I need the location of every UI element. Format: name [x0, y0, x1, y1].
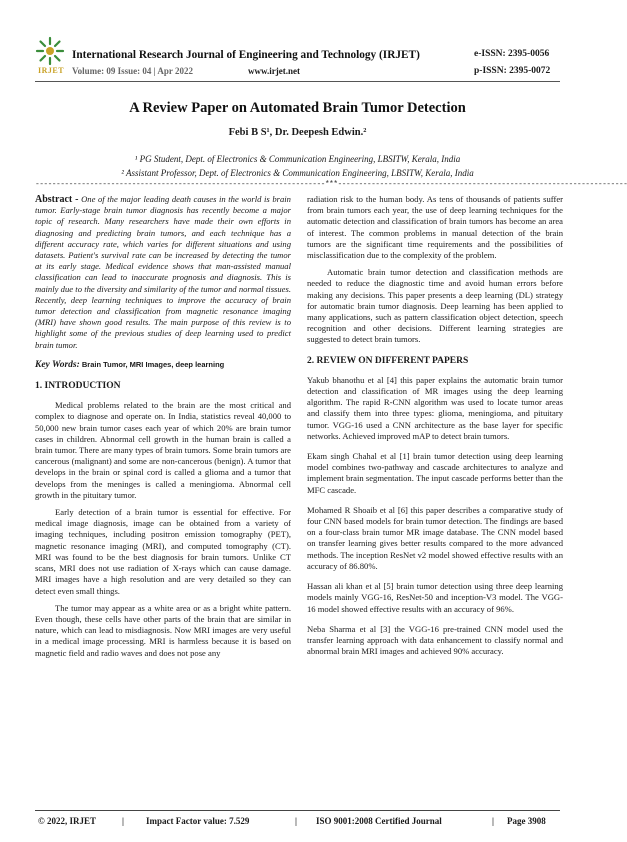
left-column — [35, 194, 291, 665]
keywords-text: Brain Tumor, MRI Images, deep learning — [79, 359, 225, 369]
author-list: Febi B S¹, Dr. Deepesh Edwin.² — [228, 127, 367, 138]
volume-issue: Volume: 09 Issue: 04 | Apr 2022 — [72, 66, 193, 76]
affiliation-2: ² Assistant Professor, Dept. of Electronics & Communication Engineering, LBSITW, Kerala, India — [121, 168, 474, 178]
section-separator: ---------------------------------------------------------------------***--------------------------------------------------------------------- — [35, 180, 627, 189]
review-paragraph: Yakub bhanothu et al [4] this paper explains the automatic brain tumor detection and classification of MR images using the deep learning algorithm. The rapid R-CNN algorithm was used to locate tumor areas and classify them into three types: glioma, meningioma, and pituitary tumor. VGG-16 used a CNN architecture as the base layer for specific networks. Achieved improved mAP to detect brain tumors. — [307, 374, 563, 441]
intro-paragraph: radiation risk to the human body. As tens of thousands of patients suffer from brain tumors each year, the use of deep learning techniques for the automatic detection and classification of brain tumors has become an area of interest. The common problems in manual detection of the brain tumors are the significant time requirements and the possibilities of misclassification due to the complexity of the problem. — [307, 194, 563, 261]
review-paragraph: Ekam singh Chahal et al [1] brain tumor detection using deep learning model combines two-pathway and cascade architectures to analyze and implement brain segmentation. The input cascade performs better than the MFC cascade. — [307, 451, 563, 495]
logo-wordmark: IRJET — [38, 66, 65, 75]
footer-page-number: Page 3908 — [507, 816, 546, 826]
section-heading-review: 2. REVIEW ON DIFFERENT PAPERS — [307, 355, 469, 366]
footer-iso: ISO 9001:2008 Certified Journal — [316, 816, 442, 826]
footer-impact-factor: Impact Factor value: 7.529 — [146, 816, 250, 826]
e-issn: e-ISSN: 2395-0056 — [474, 49, 550, 59]
header-divider — [35, 81, 560, 82]
footer-divider — [35, 810, 560, 811]
p-issn: p-ISSN: 2395-0072 — [474, 66, 551, 76]
review-paragraph: Mohamed R Shoaib et al [6] this paper describes a comparative study of four CNN based models for brain tumor detection. The findings are based on a four-class brain tumor MR image database. The CNN model based on transfer learning gives better results compared to the more advanced methods. The inception ResNet v2 model showed effective results with an accuracy of 86.80%. — [307, 504, 563, 571]
section-heading-introduction: 1. INTRODUCTION — [35, 381, 121, 392]
footer-copyright: © 2022, IRJET — [38, 816, 96, 826]
review-paragraph: Hassan ali khan et al [5] brain tumor detection using three deep learning models mainly VGG-16, ResNet-50 and inception-V3 model. The VGG-16 model showed effective results with an accuracy of 96%. — [307, 581, 563, 614]
abstract-label: Abstract - — [35, 194, 79, 205]
journal-website-link[interactable]: www.irjet.net — [248, 66, 300, 76]
affiliation-1: ¹ PG Student, Dept. of Electronics & Communication Engineering, LBSITW, Kerala, India — [134, 154, 461, 164]
keywords-label: Key Words: — [35, 359, 80, 370]
footer-separator: | — [122, 816, 124, 826]
footer-separator: | — [295, 816, 297, 826]
keywords — [35, 359, 291, 371]
footer-separator: | — [492, 816, 494, 826]
journal-title: International Research Journal of Engineering and Technology (IRJET) — [72, 49, 420, 61]
abstract-text: One of the major leading death causes in the world is brain tumor. Early-stage brain tumor diagnosis has recently become a major topic of research. Many researchers have made their own efforts in diagnosing and predicting brain tumors, and each technique has a different accuracy rate, which varies for different situations and using datasets. Patient's survival rate can be increased by detecting the tumor at its early stage. Medical evidence shows that man-assisted manual classification can lead to inaccurate prognosis and diagnosis. This is mainly due to the diversity and similarity of the tumor and normal tissues. Recently, deep learning techniques to improve the accuracy of brain tumor detection and classification from magnetic resonance imaging (MRI) have shown good results. The main purpose of this review is to highlight some of the previous studies of deep learning used to predict brain tumor. — [35, 194, 291, 350]
intro-paragraph: Automatic brain tumor detection and classification methods are needed to reduce the diagnostic time and avoid human errors before making any decisions. This paper presents a deep learning (DL) strategy for automatic brain tumor diagnosis. Deep learning has been applied to many applications, such as pattern classification object detection, speech recognition and other decisions. Different learning strategies are suggested to detect brain tumors. — [307, 267, 563, 345]
intro-paragraph: The tumor may appear as a white area or as a bright white pattern. Even though, these cells have other parts of the brain that are similar in nature, which can lead to misdiagnosis. Now MRI images are very useful in a medical image processing. MRI is harmless because it is based on magnetic field and radio waves and does not pose any — [35, 602, 291, 658]
paper-title: A Review Paper on Automated Brain Tumor Detection — [129, 100, 466, 116]
right-column — [307, 194, 563, 666]
intro-paragraph: Early detection of a brain tumor is essential for effective. For medical image diagnosis, image can be obtained from a variety of imaging techniques, including positron emission tomography (PET), magnetic resonance imaging (MRI), and computed tomography (CT). MRI was found to be the best diagnosis for brain tumors. Unlike CT scans, MRI does not use radiation of X-rays which can cause damage. MRI images have a high resolution and are very detailed so they can detect even small things. — [35, 507, 291, 596]
intro-paragraph: Medical problems related to the brain are the most critical and complex to diagnose and operate on. In India, statistics reveal 40,000 to 50,000 new brain tumor cases each year of which 20% are brain tumor cases in children. Abnormal cell growth in the human brain is called a brain tumor. There are many types of brain tumors. Some brain tumors are cancerous (malignant) and some are non-cancerous (benign). A tumor that develops in the brain or spinal cord is called a glioma and a tumor that develops from the meninges is called a meningioma. Abnormal cell growth in the pituitary tumor. — [35, 400, 291, 500]
abstract — [35, 194, 291, 351]
review-paragraph: Neba Sharma et al [3] the VGG-16 pre-trained CNN model used the transfer learning approach with data enhancement to classify normal and abnormal brain MRI images and achieved 90% accuracy. — [307, 623, 563, 657]
